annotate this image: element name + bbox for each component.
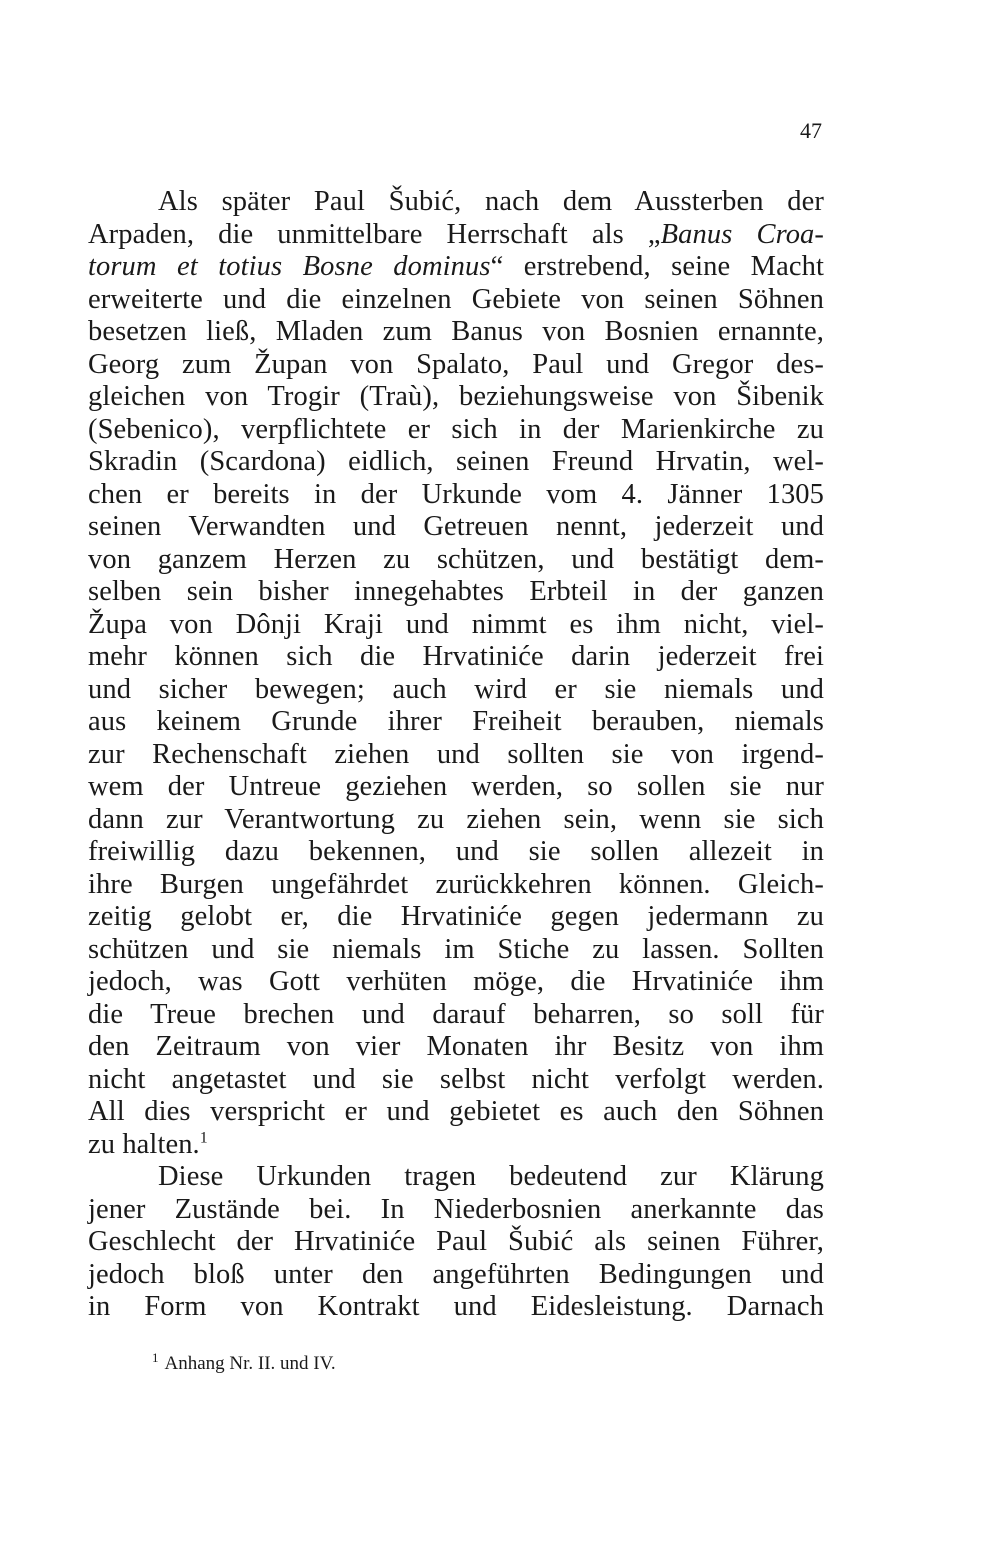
footnote-text: Anhang Nr. II. und IV. [164, 1353, 336, 1374]
text-line: seinen Verwandten und Getreuen nennt, jederzeit und [88, 511, 824, 542]
footnote-mark: 1 [152, 1349, 159, 1365]
footnote-reference: 1 [199, 1129, 208, 1146]
page-number: 47 [800, 118, 822, 143]
text-span: Arpaden, die unmittelbare Herrschaft als „ [88, 218, 661, 250]
footnote [152, 1349, 336, 1376]
text-line: zeitig gelobt er, die Hrvatiniće gegen jedermann zu [88, 901, 824, 932]
text-span: zu halten. [88, 1128, 200, 1160]
text-line: aus keinem Grunde ihrer Freiheit berauben, niemals [88, 706, 824, 737]
text-line: besetzen ließ, Mladen zum Banus von Bosnien ernannte, [88, 316, 824, 347]
text-line: All dies verspricht er und gebietet es auch den Söhnen [88, 1096, 824, 1127]
text-line: chen er bereits in der Urkunde vom 4. Jänner 1305 [88, 478, 824, 510]
text-line: den Zeitraum von vier Monaten ihr Besitz von ihm [88, 1031, 824, 1062]
text-span: “ erstrebend, seine Macht [490, 251, 824, 282]
text-line: wem der Untreue geziehen werden, so sollen sie nur [88, 771, 824, 802]
text-line [88, 1129, 824, 1162]
text-line: in Form von Kontrakt und Eidesleistung. Darnach [88, 1291, 824, 1322]
text-line: schützen und sie niemals im Stiche zu lassen. Sollten [88, 933, 824, 965]
text-line: ihre Burgen ungefährdet zurückkehren können. Gleich- [88, 868, 824, 900]
italic-span: torum et totius Bosne dominus [88, 251, 491, 282]
text-line: gleichen von Trogir (Traù), beziehungsweise von Šibenik [88, 381, 824, 412]
text-line: jedoch, was Gott verhüten möge, die Hrvatiniće ihm [88, 966, 824, 997]
text-line: (Sebenico), verpflichtete er sich in der Marienkirche zu [88, 413, 824, 445]
text-line: zur Rechenschaft ziehen und sollten sie von irgend- [88, 738, 824, 770]
text-line: Georg zum Župan von Spalato, Paul und Gregor des- [88, 348, 824, 380]
text-line: selben sein bisher innegehabtes Erbteil in der ganzen [88, 576, 824, 607]
text-line: Geschlecht der Hrvatiniće Paul Šubić als seinen Führer, [88, 1226, 824, 1257]
text-line: Diese Urkunden tragen bedeutend zur Klärung [158, 1161, 824, 1192]
text-line: von ganzem Herzen zu schützen, und bestätigt dem- [88, 543, 824, 575]
text-line: freiwillig dazu bekennen, und sie sollen allezeit in [88, 836, 824, 867]
italic-span: Banus Croa- [660, 218, 824, 250]
text-line [88, 219, 824, 252]
text-line: Als später Paul Šubić, nach dem Aussterben der [158, 186, 824, 217]
text-line: jener Zustände bei. In Niederbosnien anerkannte das [88, 1193, 824, 1225]
text-line: die Treue brechen und darauf beharren, so soll für [88, 998, 824, 1030]
body-text [88, 186, 824, 1324]
text-line: dann zur Verantwortung zu ziehen sein, wenn sie sich [88, 803, 824, 835]
text-line: Skradin (Scardona) eidlich, seinen Freund Hrvatin, wel- [88, 446, 824, 477]
text-line: erweiterte und die einzelnen Gebiete von seinen Söhnen [88, 283, 824, 315]
text-line: Župa von Dônji Kraji und nimmt es ihm nicht, viel- [88, 608, 824, 640]
text-line: und sicher bewegen; auch wird er sie niemals und [88, 673, 824, 705]
text-line: jedoch bloß unter den angeführten Bedingungen und [88, 1258, 824, 1290]
text-line: nicht angetastet und sie selbst nicht verfolgt werden. [88, 1063, 824, 1095]
text-line [88, 251, 824, 284]
text-line: mehr können sich die Hrvatiniće darin jederzeit frei [88, 641, 824, 672]
